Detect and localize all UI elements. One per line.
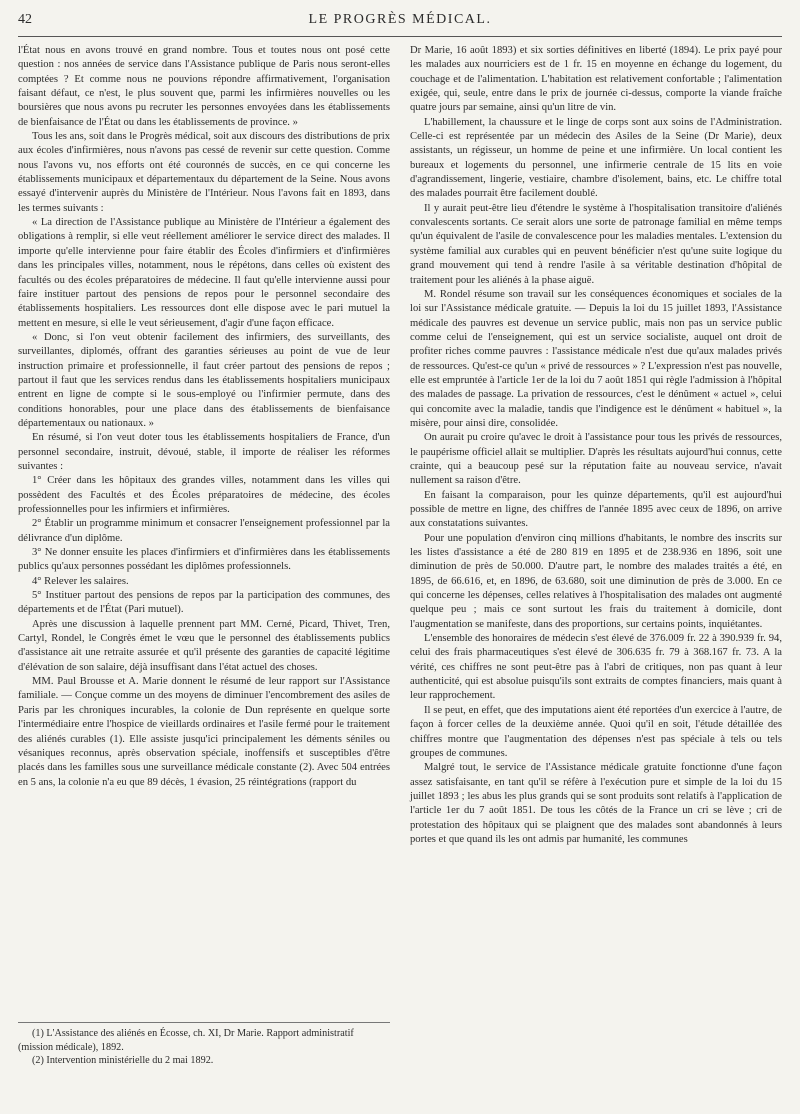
paragraph: « Donc, si l'on veut obtenir facilement des infirmiers, des surveillants, des surveillantes, diplomés, offrant des garanties sérieuses au point de vue de leur instruction primaire et professionnelle, il faut créer partout des pensions de repos ; partout il faut que les services rendus dans les établissements hospitaliers municipaux entrent en ligne de compte si le sous-employé ou l'infirmier permute, dans des conditions honorables, pour une place dans des établissements de bienfaisance départementaux ou nationaux. » [18,331,390,429]
page-number: 42 [18,12,32,27]
right-column [410,44,782,847]
paragraph: M. Rondel résume son travail sur les conséquences économiques et sociales de la loi sur l'Assistance médicale gratuite. — Depuis la loi du 15 juillet 1893, l'Assistance médicale des pauvres est devenue un service public, mais non pas un service public comme celui de l'enseignement, qui est un service socialiste, auquel ont droit de profiter riches comme pauvres : l'assistance médicale n'est due qu'aux malades privés de ressources. Qu'est-ce qu'un « privé de ressources » ? L'expression n'est pas nouvelle, elle est empruntée à l'article 1er de la loi du 7 août 1851 qui règle l'admission à l'hôpital des malades de passage. La privation de ressources, c'est le dénûment « actuel », celui qui concomite avec la maladie, tandis que l'indigence est le dénûment « habituel », la misère, pour ainsi dire, consolidée. [410,288,782,429]
paragraph: 2° Établir un programme minimum et consacrer l'enseignement professionnel par la délivrance d'un diplôme. [18,518,390,544]
paragraph: Après une discussion à laquelle prennent part MM. Cerné, Picard, Thivet, Tren, Cartyl, Rondel, le Congrès émet le vœu que le personnel des établissements publics d'assistance ait une retraite assurée et qu'il présente des garanties de capacité légitime d'élévation de son salaire, déjà insuffisant dans l'état actuel des choses. [18,618,390,673]
paragraph: Dr Marie, 16 août 1893) et six sorties définitives en liberté (1894). Le prix payé pour les malades aux nourriciers est de 1 fr. 15 en moyenne en échange du logement, du couchage et de l'alimentation. L'habitation est relativement confortable ; l'alimentation exigée, qui, seule, entre dans le prix de journée ci-dessus, comporte la viande fraîche quatre jours par semaine, ainsi qu'un litre de vin. [410,45,782,114]
footnote: (2) Intervention ministérielle du 2 mai 1892. [32,1055,214,1066]
footnotes [18,1022,390,1068]
footnote: (1) L'Assistance des aliénés en Écosse, ch. XI, Dr Marie. Rapport administratif (mission médicale), 1892. [18,1028,354,1053]
paragraph: Tous les ans, soit dans le Progrès médical, soit aux discours des distributions de prix aux écoles d'infirmières, nous n'avons pas cessé de revenir sur cette question. Comme nous l'avons vu, nos efforts ont été couronnés de succès, en ce qui concerne les établissements municipaux et départementaux du département de la Seine. Nous avons essayé d'intervenir auprès du Ministère de l'Intérieur. Nous l'avons fait en 1893, dans les termes suivants : [18,131,390,214]
paragraph: Pour une population d'environ cinq millions d'habitants, le nombre des inscrits sur les listes d'assistance a été de 280 819 en 1895 et de 238.936 en 1896, soit une diminution de près de 50.000. D'autre part, le nombre des malades traités a été, en 1895, de 66.616, et, en 1896, de 63.680, soit une diminution de près de 3.000. En ce qui concerne les dépenses, celles relatives à l'hospitalisation des malades ont augmenté quelque peu ; mais ce sont surtout les frais du traitement à domicile, dont l'augmentation se manifeste, dans des proportions, sur certains points, inquiétantes. [410,532,782,630]
paragraph: Il y aurait peut-être lieu d'étendre le système à l'hospitalisation transitoire d'aliénés convalescents sortants. Ce serait alors une sorte de patronage familial en même temps qu'un équivalent de l'asile de convalescence pour les maladies mentales. L'extension du système familial aux curables qui en peuvent bénéficier n'est qu'une suite logique du grand mouvement qui tend à rendre l'asile à sa véritable destination d'hôpital de traitement pour les aliénés à la phase aiguë. [410,202,782,286]
paragraph: On aurait pu croire qu'avec le droit à l'assistance pour tous les privés de ressources, le paupérisme officiel allait se multiplier. D'après les résultats aujourd'hui connus, cette crainte, qui a beaucoup pesé sur la réputation faite au nouveau service, n'avait nullement sa raison d'être. [410,432,782,487]
paragraph: MM. Paul Brousse et A. Marie donnent le résumé de leur rapport sur l'Assistance familiale. — Conçue comme un des moyens de diminuer l'encombrement des asiles de Paris par les chroniques incurables, la colonie de Dun représente en quelque sorte l'intermédiaire entre l'hospice de vieillards ordinaires et l'asile fermé pour le traitement des aliénés curables (1). Elle assiste jusqu'ici principalement les déments séniles ou vésaniques reconnus, après observation spéciale, inoffensifs et susceptibles d'être placés dans les familles sous une surveillance médicale constante (2). Avec 504 entrées en 5 ans, la colonie n'a eu que 89 décès, 1 évasion, 25 réintégrations (rapport du [18,676,390,788]
left-column [18,44,390,790]
paragraph: Il se peut, en effet, que des imputations aient été reportées d'un exercice à l'autre, de façon à forcer celles de la deuxième année. Quoi qu'il en soit, l'étude détaillée des chiffres montre que l'augmentation des dépenses n'est pas spéciale à tels ou tels groupes de communes. [410,704,782,759]
paragraph: En faisant la comparaison, pour les quinze départements, qu'il est aujourd'hui possible de mettre en ligne, des chiffres de l'année 1895 avec ceux de 1896, on arrive aux constatations suivantes. [410,489,782,530]
paragraph: 3° Ne donner ensuite les places d'infirmiers et d'infirmières dans les établissements publics qu'aux personnes possédant les diplômes professionnels. [18,547,390,573]
paragraph: 4° Relever les salaires. [32,575,129,587]
page-header [18,6,782,37]
paragraph: 5° Instituer partout des pensions de repos par la participation des communes, des départements et de l'État (Pari mutuel). [18,590,390,616]
paragraph: L'ensemble des honoraires de médecin s'est élevé de 376.009 fr. 22 à 390.939 fr. 94, celui des frais pharmaceutiques s'est élevé de 306.635 fr. 79 à 368.167 fr. 73. A la vérité, ces chiffres ne sont peut-être pas à l'abri de critiques, non pas quant à leur authenticité, qui est absolue puisqu'ils sont extraits de comptes financiers, mais quant à leur rapprochement. [410,633,782,702]
paragraph: « La direction de l'Assistance publique au Ministère de l'Intérieur a également des obligations à remplir, si elle veut réellement améliorer le service direct des malades. Il importe qu'elle intervienne pour faire établir des Écoles d'infirmiers et d'infirmières dans les principales villes, notamment, nous le répétons, dans celles où existent des facultés ou des écoles préparatoires de médecine. Il faut qu'elle intervienne aussi pour faire instituer partout des pensions de repos pour le personnel secondaire des établissements hospitaliers. Les ressources dont elle dispose avec le pari mutuel la mettent en mesure, si elle le veut sérieusement, d'agir d'une façon efficace. [18,217,390,329]
paragraph: Malgré tout, le service de l'Assistance médicale gratuite fonctionne d'une façon assez satisfaisante, en tant qu'il se réfère à l'exécution pure et simple de la loi du 15 juillet 1893 ; les abus les plus grands qui se sont produits sont relatifs à l'application de l'article 1er du 7 août 1851. De tous les côtés de la France un cri se lève ; cri de protestation des hôpitaux qui se plaignent que des malades sont abandonnés à leurs portes et que quand ils les ont admis par humanité, les communes [410,762,782,845]
paragraph: L'habillement, la chaussure et le linge de corps sont aux soins de l'Administration. Celle-ci est représentée par un médecin des Asiles de la Seine (Dr Marie), deux assistants, un régisseur, un homme de peine et une infirmière. Un local contient les bureaux et logements du personnel, une infirmerie centrale de 15 lits en voie d'agrandissement, lingerie, vestiaire, chambre d'isolement, bains, etc. Le chiffre total des malades pourrait être facilement doublé. [410,116,782,200]
paragraph: l'État nous en avons trouvé en grand nombre. Tous et toutes nous ont posé cette question : nos années de service dans l'Assistance publique de Paris nous seront-elles comptées ? Et comme nous ne pouvions répondre affirmativement, l'organisation faisant défaut, ce n'est, le plus souvent que, parmi les infirmières nouvelles ou les boursières que nous avons pu recruter les personnes envoyées dans les établissements de bienfaisance de l'État ou dans les établissements de province. » [18,45,390,128]
paragraph: 1° Créer dans les hôpitaux des grandes villes, notamment dans les villes qui possèdent des Facultés et des Écoles préparatoires de médecine, des écoles professionnelles pour les infirmiers et infirmières. [18,475,390,515]
journal-title: LE PROGRÈS MÉDICAL. [308,12,492,27]
paragraph: En résumé, si l'on veut doter tous les établissements hospitaliers de France, d'un personnel secondaire, instruit, dévoué, stable, il importe de réaliser les réformes suivantes : [18,432,390,472]
